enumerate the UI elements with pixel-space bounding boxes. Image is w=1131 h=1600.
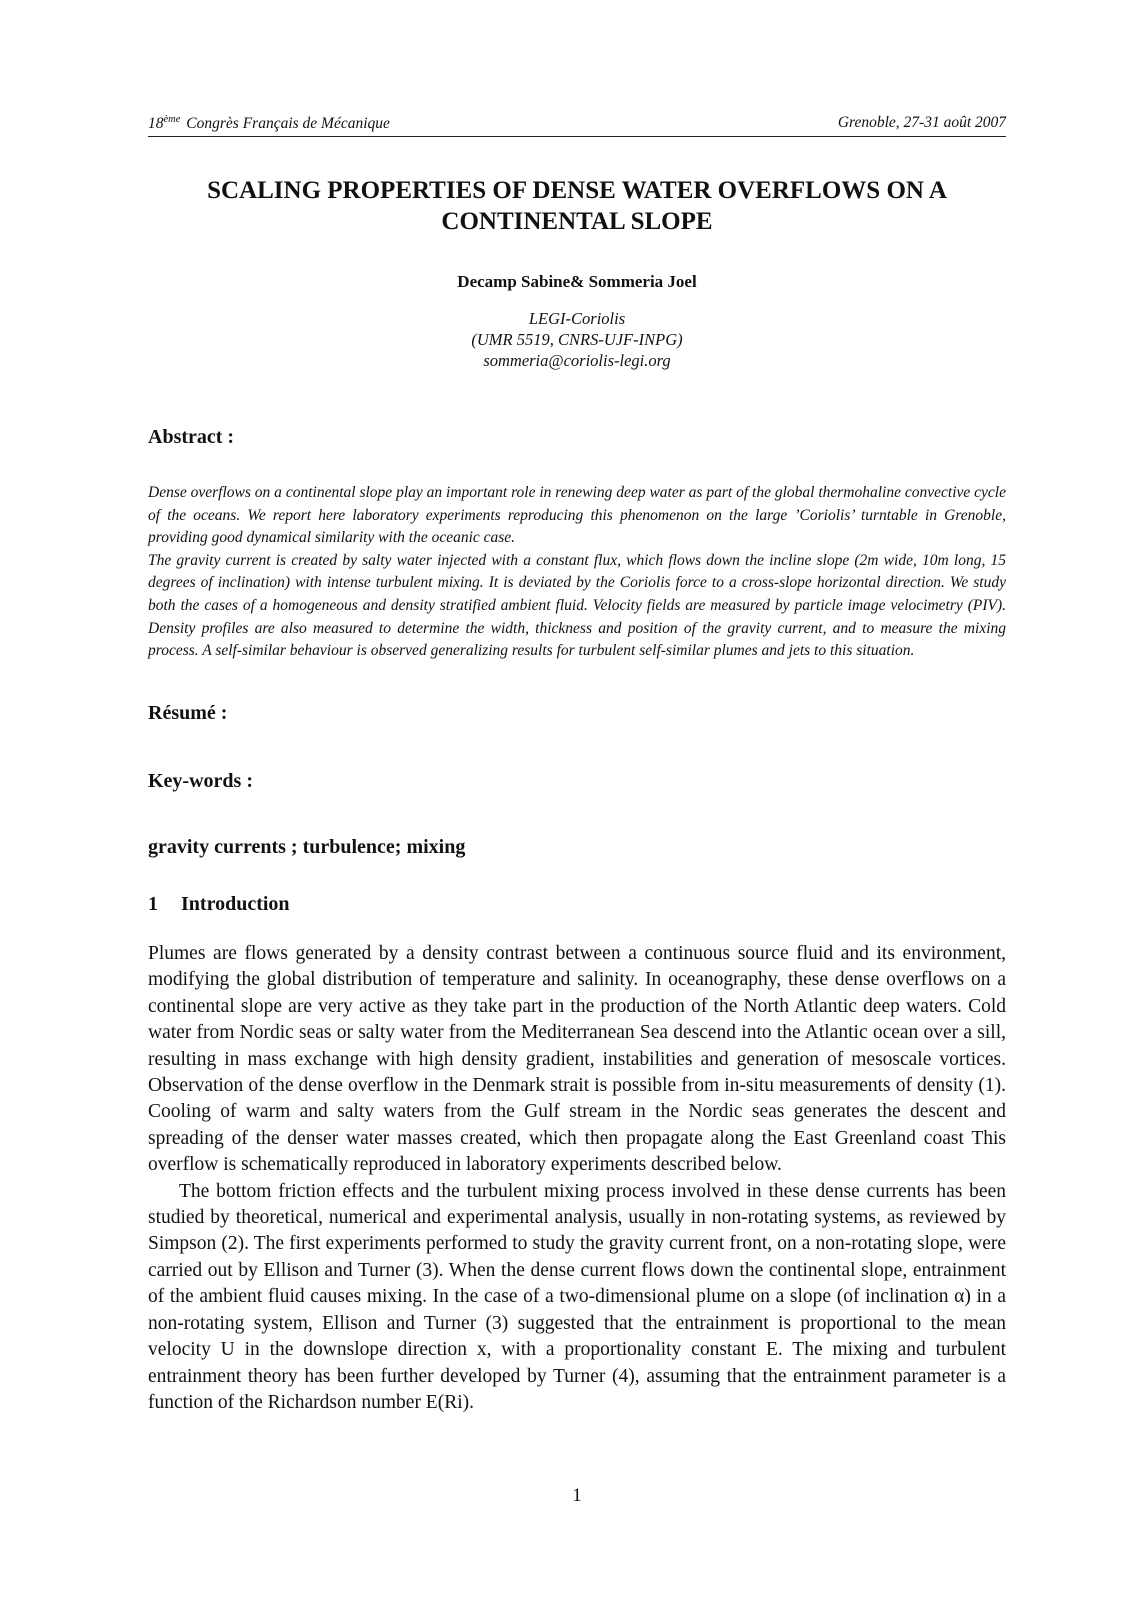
section-title: Introduction — [181, 893, 290, 915]
keywords-list: gravity currents ; turbulence; mixing — [148, 836, 466, 858]
affiliation-lab: LEGI-Coriolis — [528, 309, 626, 328]
introduction-paragraph-1: Plumes are flows generated by a density contrast between a continuous source fluid and its environment, modifying the global distribution of temperature and salinity. In oceanography, these dense overflows on a continental slope are very active as they take part in the production of the North Atlantic deep waters. Cold water from Nordic seas or salty water from the Mediterranean Sea descend into the Atlantic ocean over a sill, resulting in mass exchange with high density gradient, instabilities and generation of mesoscale vortices. Observation of the dense overflow in the Denmark strait is possible from in-situ measurements of density (1). Cooling of warm and salty waters from the Gulf stream in the Nordic seas generates the descent and spreading of the denser water masses created, which then propagate along the East Greenland coast This overflow is schematically reproduced in laboratory experiments described below. — [148, 943, 1006, 1176]
authors: Decamp Sabine& Sommeria Joel — [457, 272, 697, 291]
keywords-heading: Key-words : — [148, 770, 253, 792]
title-line-1: SCALING PROPERTIES OF DENSE WATER OVERFLOWS ON A — [207, 177, 947, 204]
conference-name: 18ème Congrès Français de Mécanique — [148, 114, 390, 132]
introduction-heading — [148, 893, 290, 916]
affiliation — [148, 308, 1006, 371]
conference-location-date: Grenoble, 27-31 août 2007 — [837, 114, 1006, 131]
introduction-paragraph-2: The bottom friction effects and the turbulent mixing process involved in these dense currents has been studied by theoretical, numerical and experimental analysis, usually in non-rotating systems, as reviewed by Simpson (2). The first experiments performed to study the gravity current front, on a non-rotating slope, were carried out by Ellison and Turner (3). When the dense current flows down the continental slope, entrainment of the ambient fluid causes mixing. In the case of a two-dimensional plume on a slope (of inclination α) in a non-rotating system, Ellison and Turner (3) suggested that the entrainment is proportional to the mean velocity U in the downslope direction x, with a proportionality constant E. The mixing and turbulent entrainment theory has been further developed by Turner (4), assuming that the entrainment parameter is a function of the Richardson number E(Ri). — [148, 1180, 1006, 1413]
abstract-heading: Abstract : — [148, 426, 235, 448]
abstract-paragraph-1: Dense overflows on a continental slope play an important role in renewing deep water as part of the global thermohaline convective cycle of the oceans. We report here laboratory experiments reproducing this phenomenon on the large ’Coriolis’ turntable in Grenoble, providing good dynamical similarity with the oceanic case. — [148, 484, 1006, 547]
running-header — [148, 112, 1006, 137]
author-email: sommeria@coriolis-legi.org — [483, 351, 671, 370]
page-number: 1 — [572, 1485, 582, 1506]
introduction-body — [148, 941, 1006, 1416]
section-number: 1 — [148, 893, 158, 915]
resume-heading: Résumé : — [148, 702, 228, 724]
abstract-body — [148, 482, 1006, 663]
title-line-2: CONTINENTAL SLOPE — [441, 208, 713, 235]
affiliation-unit: (UMR 5519, CNRS-UJF-INPG) — [471, 330, 683, 349]
paper-title — [148, 175, 1006, 237]
abstract-paragraph-2: The gravity current is created by salty water injected with a constant flux, which flows down the incline slope (2m wide, 10m long, 15 degrees of inclination) with intense turbulent mixing. It is deviated by the Coriolis force to a cross-slope horizontal direction. We study both the cases of a homogeneous and density stratified ambient fluid. Velocity fields are measured by particle image velocimetry (PIV). Density profiles are also measured to determine the width, thickness and position of the gravity current, and to measure the mixing process. A self-similar behaviour is observed generalizing results for turbulent self-similar plumes and jets to this situation. — [148, 551, 1006, 660]
